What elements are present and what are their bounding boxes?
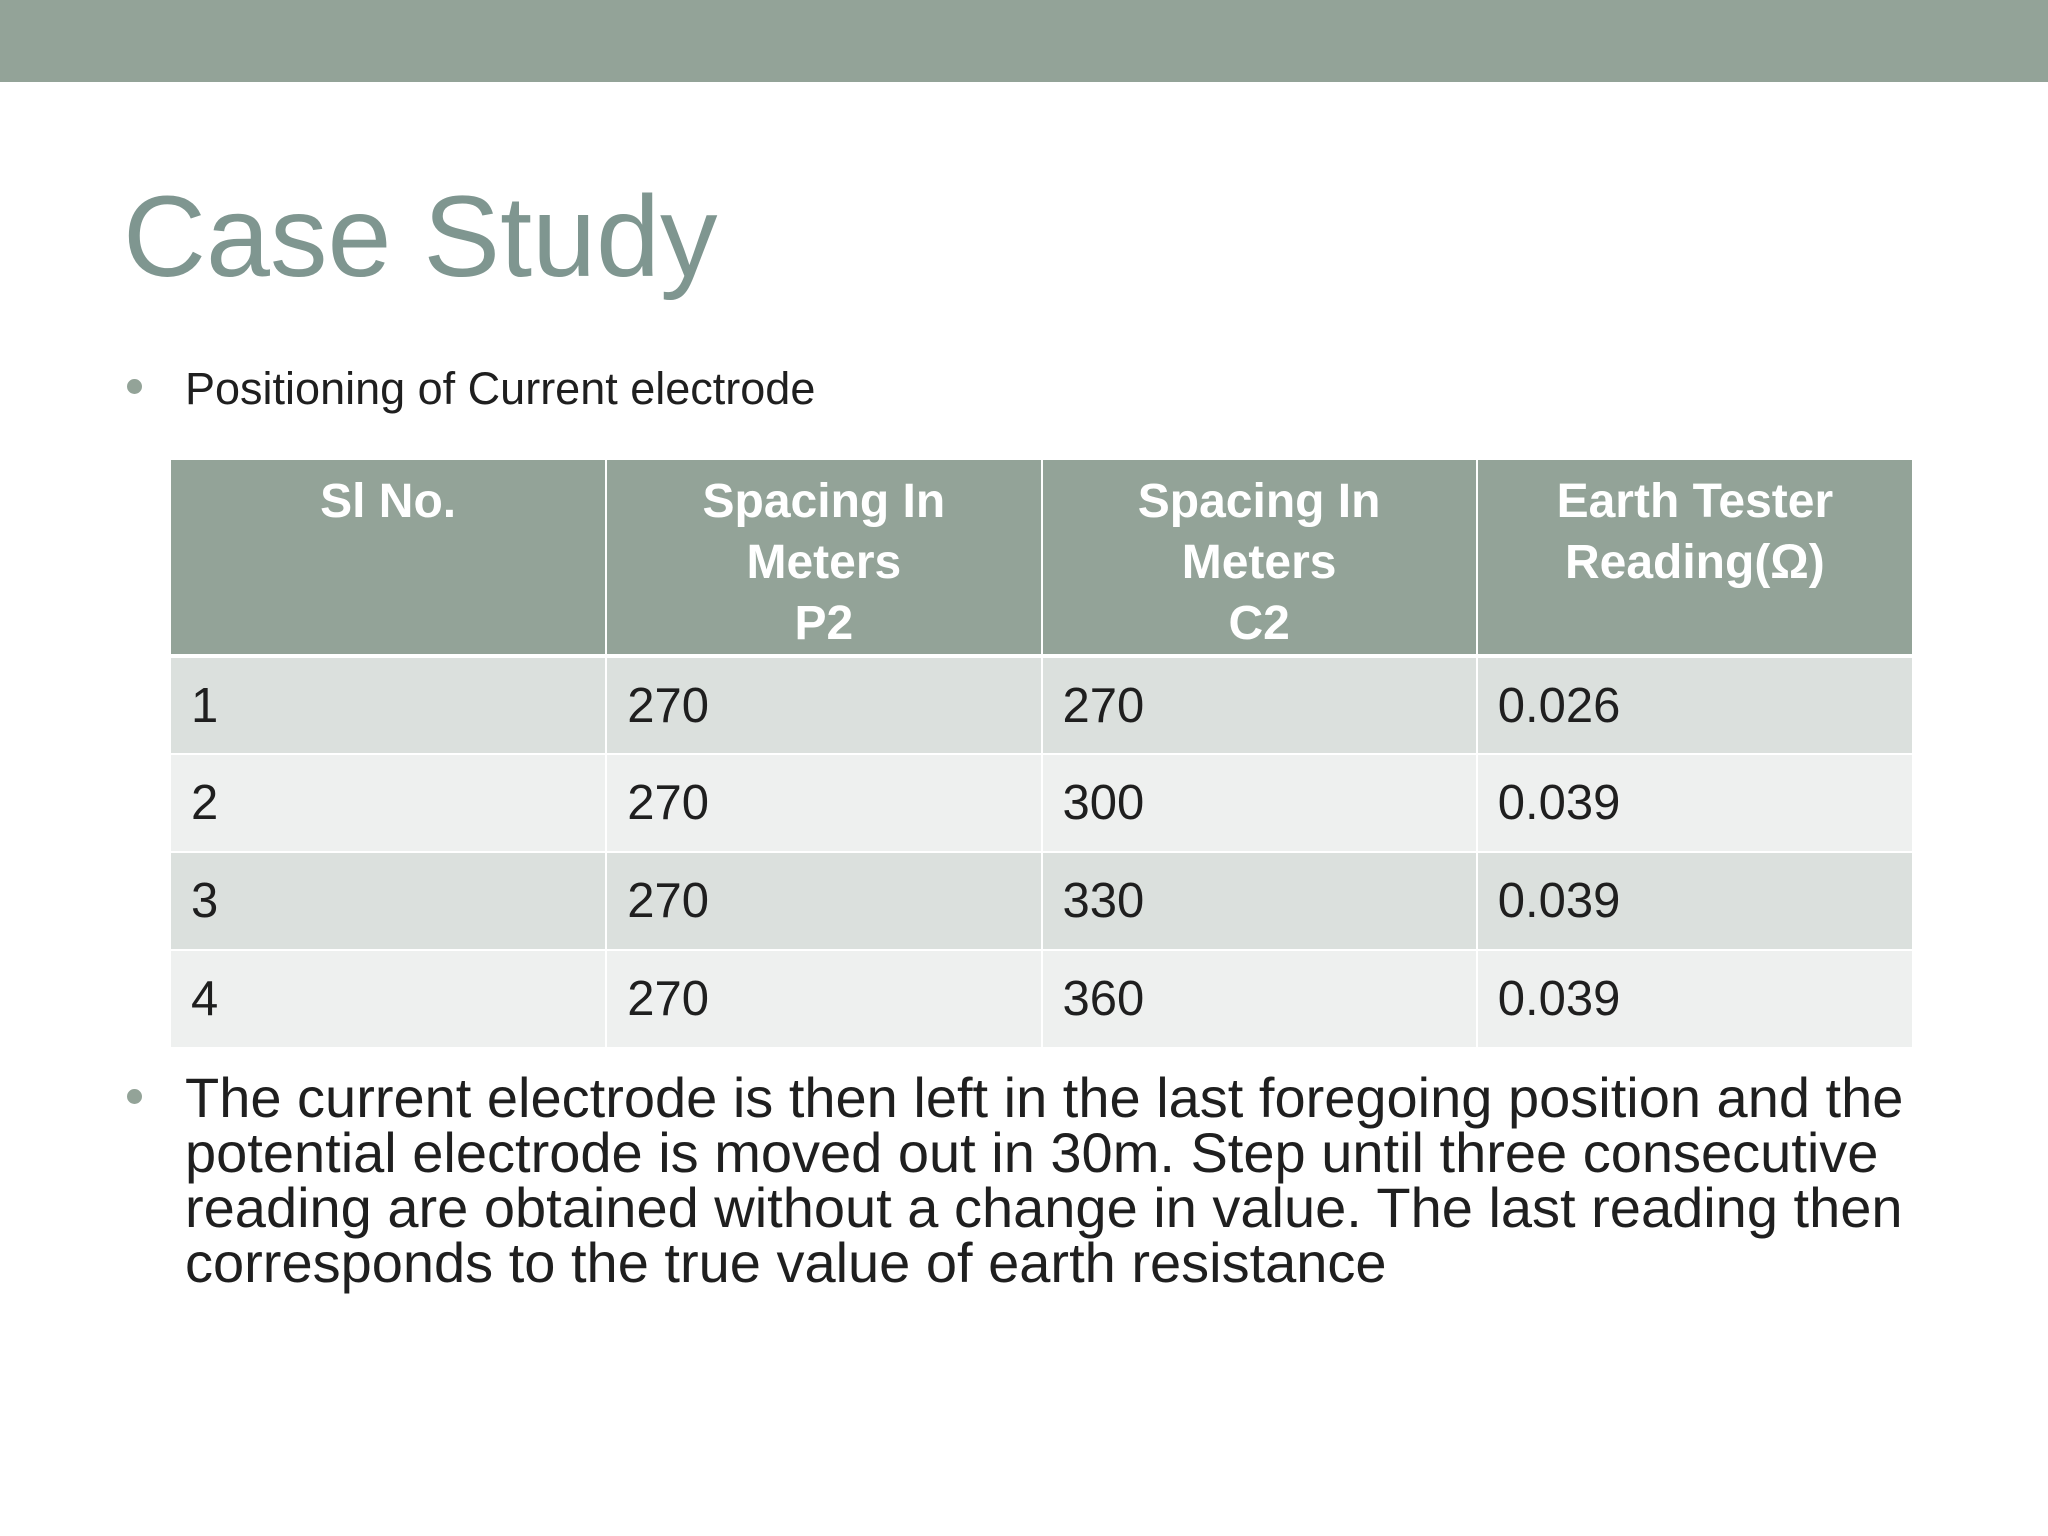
cell-sl-no: 1 [171,656,606,754]
cell-reading: 0.026 [1477,656,1912,754]
cell-spacing-p2: 270 [606,754,1041,852]
header-line: Earth Tester [1556,475,1834,528]
header-line: C2 [1228,597,1290,650]
bullet-dot-icon [127,1089,142,1104]
table-row [171,852,1912,950]
cell-sl-no: 2 [171,754,606,852]
table-row [171,754,1912,852]
cell-sl-no: 4 [171,950,606,1048]
cell-spacing-p2: 270 [606,852,1041,950]
cell-reading: 0.039 [1477,754,1912,852]
readings-table [171,460,1912,1049]
top-accent-band [0,0,2048,82]
cell-reading: 0.039 [1477,950,1912,1048]
header-sl-no [171,460,606,656]
header-line: Meters [746,536,902,589]
cell-spacing-c2: 330 [1042,852,1477,950]
cell-sl-no: 3 [171,852,606,950]
header-line: Reading(Ω) [1564,536,1825,589]
header-spacing-p2 [606,460,1041,656]
table-row [171,656,1912,754]
cell-spacing-c2: 360 [1042,950,1477,1048]
cell-spacing-c2: 300 [1042,754,1477,852]
header-line: Sl No. [320,475,457,528]
slide-title: Case Study [123,173,718,301]
cell-spacing-c2: 270 [1042,656,1477,754]
bullet-text: Positioning of Current electrode [185,363,816,414]
table-header-row [171,460,1912,656]
cell-reading: 0.039 [1477,852,1912,950]
table-row [171,950,1912,1048]
header-line: Meters [1181,536,1337,589]
header-line: P2 [794,597,854,650]
header-line: Spacing In [1137,475,1381,528]
cell-spacing-p2: 270 [606,656,1041,754]
cell-spacing-p2: 270 [606,950,1041,1048]
header-spacing-c2 [1042,460,1477,656]
bullet-text: The current electrode is then left in the last foregoing position and the potential electrode is moved out in 30m. Step until three consecutive reading are obtained without a change in value. The last reading then corresponds to the true value of earth resistance [185,1066,1904,1294]
header-earth-tester-reading [1477,460,1912,656]
bullet-dot-icon [127,379,142,394]
header-line: Spacing In [702,475,946,528]
